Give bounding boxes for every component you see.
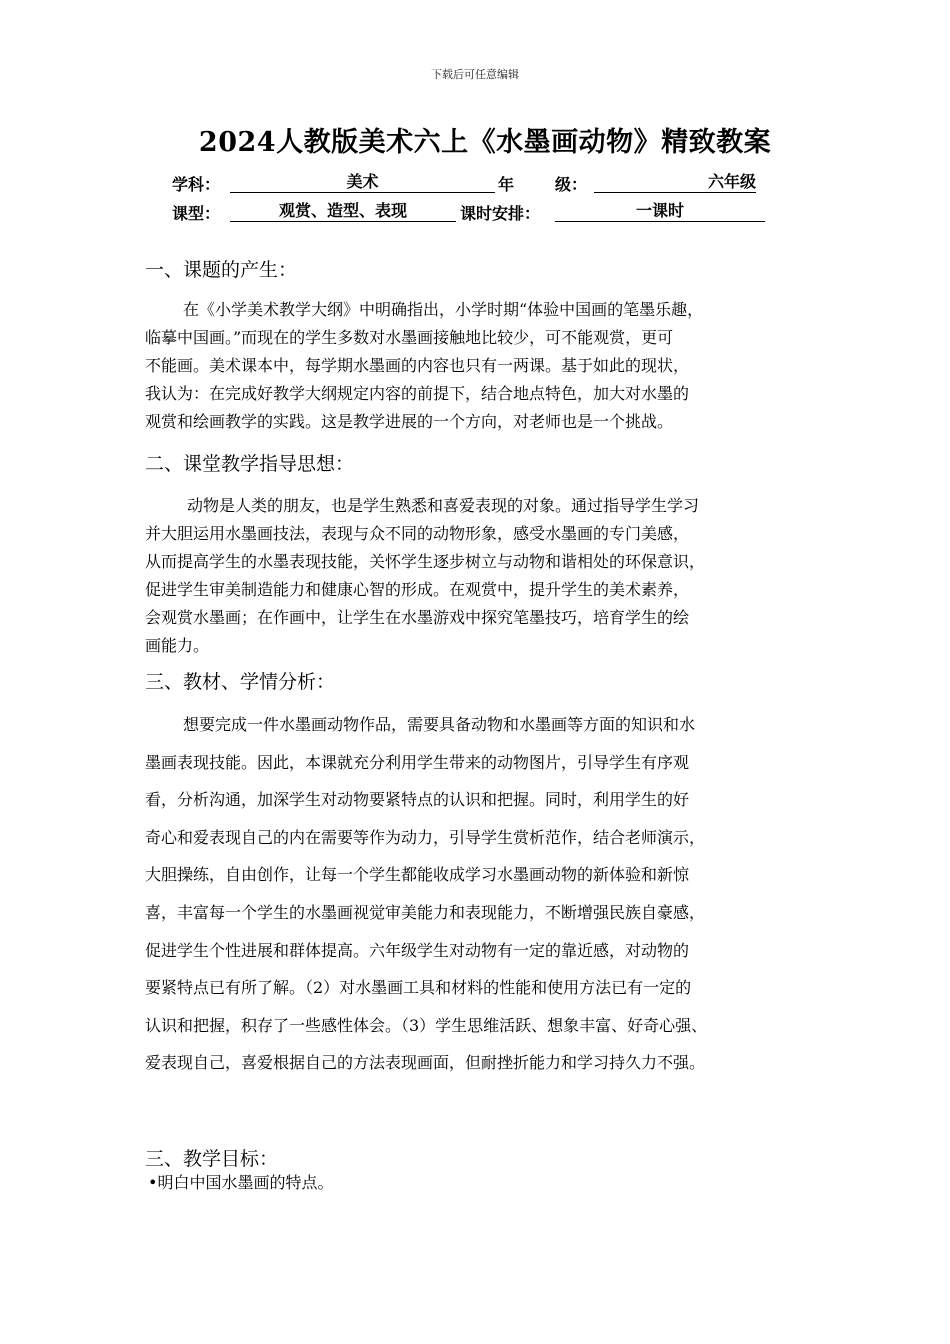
schedule-value: 一课时: [555, 201, 765, 222]
section-1-body: [145, 296, 815, 436]
meta-row-type: [0, 201, 950, 225]
paragraph-line: 奇心和爱表现自己的内在需要等作为动力，引导学生赏析范作，结合老师演示，: [145, 827, 706, 847]
subject-value: 美术: [230, 172, 495, 193]
subject-label: 学科：: [172, 175, 221, 194]
section-heading-4: 三、教学目标：: [145, 1148, 279, 1170]
paragraph-line: 墨画表现技能。因此，本课就充分利用学生带来的动物图片，引导学生有序观: [145, 752, 690, 772]
schedule-label: 课时安排：: [460, 204, 541, 223]
grade-label-2: 级：: [555, 175, 588, 194]
section-2-body: [145, 492, 815, 660]
paragraph-line: 观赏和绘画教学的实践。这是教学进展的一个方向，对老师也是一个挑战。: [145, 412, 674, 431]
paragraph-line: 看，分析沟通，加深学生对动物要紧特点的认识和把握。同时，利用学生的好: [145, 790, 690, 810]
paragraph-line: 会观赏水墨画；在作画中，让学生在水墨游戏中探究笔墨技巧，培育学生的绘: [145, 608, 690, 627]
section-heading-2: 二、课堂教学指导思想：: [145, 453, 355, 475]
paragraph-line: 画能力。: [145, 636, 210, 655]
paragraph-line: 认识和把握，积存了一些感性体会。（3）学生思维活跃、想象丰富、好奇心强、: [145, 1015, 708, 1035]
header-note: 下载后可任意编辑: [431, 68, 519, 81]
goal-bullet-item: •明白中国水墨画的特点。: [148, 1173, 334, 1192]
grade-value: 六年级: [594, 172, 756, 193]
paragraph-line: 我认为：在完成好教学大纲规定内容的前提下，结合地点特色，加大对水墨的: [145, 384, 690, 403]
type-label: 课型：: [172, 204, 221, 223]
section-heading-1: 一、课题的产生：: [145, 259, 298, 281]
meta-row-subject: [0, 172, 950, 196]
paragraph-line: 要紧特点已有所了解。（2）对水墨画工具和材料的性能和使用方法已有一定的: [145, 978, 692, 998]
paragraph-line: 临摹中国画。”而现在的学生多数对水墨画接触地比较少，可不能观赏，更可: [145, 328, 674, 347]
paragraph-line: 想要完成一件水墨画动物作品，需要具备动物和水墨画等方面的知识和水: [183, 715, 696, 734]
document-title: 2024人教版美术六上《水墨画动物》精致教案: [198, 127, 772, 158]
paragraph-line: 动物是人类的朋友，也是学生熟悉和喜爱表现的对象。通过指导学生学习: [187, 496, 700, 515]
grade-label-1: 年: [498, 175, 515, 194]
paragraph-line: 爱表现自己，喜爱根据自己的方法表现画面，但耐挫折能力和学习持久力不强。: [145, 1053, 706, 1073]
paragraph-line: 促进学生审美制造能力和健康心智的形成。在观赏中，提升学生的美术素养，: [145, 580, 690, 599]
section-3-body: [145, 706, 815, 1082]
paragraph-line: 喜，丰富每一个学生的水墨画视觉审美能力和表现能力，不断增强民族自豪感，: [145, 902, 706, 922]
paragraph-line: 不能画。美术课本中，每学期水墨画的内容也只有一两课。基于如此的现状，: [145, 356, 690, 375]
paragraph-line: 促进学生个性进展和群体提高。六年级学生对动物有一定的靠近感，对动物的: [145, 940, 690, 960]
paragraph-line: 并大胆运用水墨画技法，表现与众不同的动物形象，感受水墨画的专门美感，: [145, 524, 690, 543]
section-heading-3: 三、教材、学情分析：: [145, 671, 336, 693]
type-value: 观赏、造型、表现: [230, 201, 456, 222]
paragraph-line: 从而提高学生的水墨表现技能，关怀学生逐步树立与动物和谐相处的环保意识，: [145, 552, 706, 571]
paragraph-line: 大胆操练，自由创作，让每一个学生都能收成学习水墨画动物的新体验和新惊: [145, 865, 690, 885]
paragraph-line: 在《小学美术教学大纲》中明确指出，小学时期“体验中国画的笔墨乐趣，: [183, 300, 704, 319]
